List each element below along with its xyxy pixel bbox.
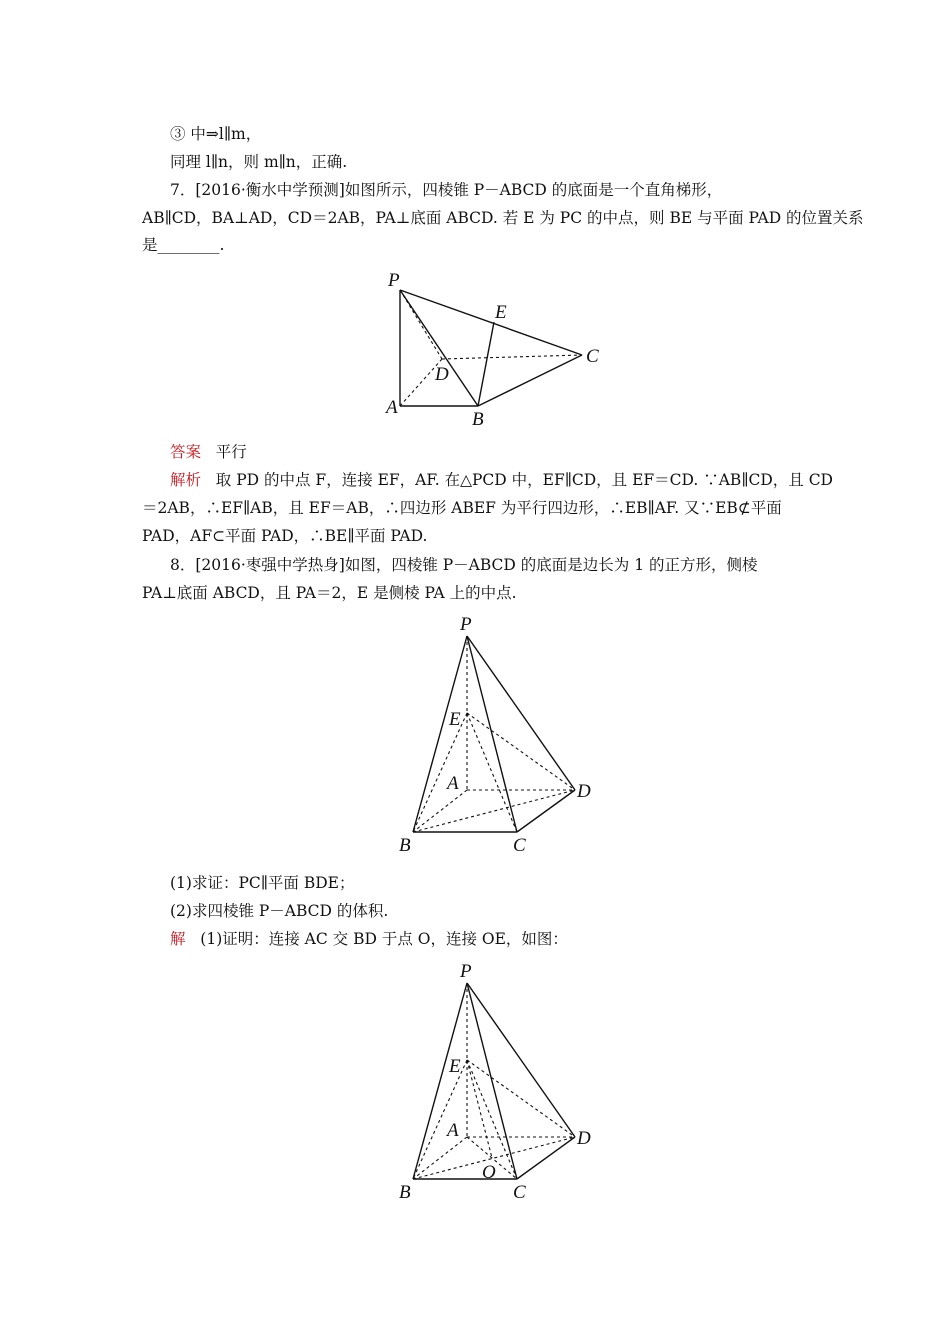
solution-line xyxy=(170,470,833,490)
edge-PB xyxy=(400,290,478,406)
figure-pyramid-trapezoid xyxy=(370,262,620,437)
text-line: 同理 l∥n，则 m∥n，正确. xyxy=(170,153,348,171)
edge-BC xyxy=(478,355,582,406)
question-8-line: 8．[2016·枣强中学热身]如图，四棱锥 P－ABCD 的底面是边长为 1 的正方形，侧棱 xyxy=(170,556,758,574)
label-C: C xyxy=(513,1182,526,1203)
text-line: ③ 中⇒l∥m， xyxy=(170,125,262,143)
edge-PC xyxy=(467,636,517,832)
label-E: E xyxy=(495,302,507,323)
edge-AB xyxy=(413,790,467,832)
label-P: P xyxy=(388,270,400,291)
edge-DC xyxy=(442,355,582,359)
question-8-part2: (2)求四棱锥 P－ABCD 的体积. xyxy=(170,902,389,920)
solve-label: 解 xyxy=(170,930,186,948)
figure-pyramid-square xyxy=(385,608,605,866)
question-8-part1: (1)求证：PC∥平面 BDE； xyxy=(170,874,355,892)
answer-line xyxy=(170,442,247,462)
edge-PC xyxy=(467,983,517,1179)
segment-EB xyxy=(413,1060,467,1179)
segment-ED xyxy=(467,713,575,790)
solve-line xyxy=(170,929,568,949)
edge-PB xyxy=(413,636,467,832)
edge-PC xyxy=(400,290,582,355)
label-D: D xyxy=(577,1128,591,1149)
edge-PB xyxy=(413,983,467,1179)
solution-label: 解析 xyxy=(170,471,202,489)
edge-CD xyxy=(517,1137,575,1179)
edge-CD xyxy=(517,790,575,832)
solution-line: PAD，AF⊂平面 PAD，∴BE∥平面 PAD. xyxy=(142,527,428,545)
solution-text: 取 PD 的中点 F，连接 EF，AF. 在△PCD 中，EF∥CD，且 EF＝CD. ∵AB∥CD，且 CD xyxy=(215,471,833,489)
question-7-line: 是________. xyxy=(142,236,225,254)
solve-text: (1)证明：连接 AC 交 BD 于点 O，连接 OE，如图： xyxy=(200,930,568,948)
question-8-line: PA⊥底面 ABCD，且 PA＝2，E 是侧棱 PA 上的中点. xyxy=(142,584,517,602)
solution-line: ＝2AB，∴EF∥AB，且 EF＝AB，∴四边形 ABEF 为平行四边形，∴EB∥AF. 又∵EB⊄平面 xyxy=(142,499,782,517)
answer-label: 答案 xyxy=(170,443,202,461)
label-E: E xyxy=(449,1056,461,1077)
label-A: A xyxy=(386,397,398,418)
question-7-line: AB∥CD，BA⊥AD，CD＝2AB，PA⊥底面 ABCD. 若 E 为 PC 的中点，则 BE 与平面 PAD 的位置关系 xyxy=(142,209,864,227)
edge-PD xyxy=(467,983,575,1137)
label-O: O xyxy=(482,1162,496,1183)
edge-PD xyxy=(400,290,442,359)
label-C: C xyxy=(513,835,526,856)
label-P: P xyxy=(460,961,472,982)
label-D: D xyxy=(577,781,591,802)
answer-text: 平行 xyxy=(215,443,247,461)
label-P: P xyxy=(460,614,472,635)
diag-BD xyxy=(413,790,575,832)
label-E: E xyxy=(449,709,461,730)
label-B: B xyxy=(399,1182,411,1203)
label-A: A xyxy=(447,773,459,794)
label-B: B xyxy=(399,835,411,856)
segment-BE xyxy=(478,322,494,406)
label-B: B xyxy=(472,409,484,430)
segment-EB xyxy=(413,713,467,832)
label-D: D xyxy=(435,364,449,385)
edge-PD xyxy=(467,636,575,790)
label-C: C xyxy=(586,346,599,367)
label-A: A xyxy=(447,1120,459,1141)
figure-pyramid-square-with-O xyxy=(385,955,605,1213)
question-7-line: 7．[2016·衡水中学预测]如图所示，四棱锥 P－ABCD 的底面是一个直角梯形， xyxy=(170,181,723,199)
edge-AB xyxy=(413,1137,467,1179)
